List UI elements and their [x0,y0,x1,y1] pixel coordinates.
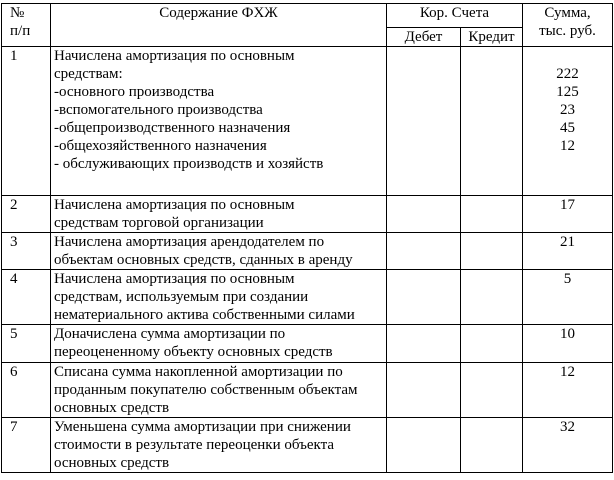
header-num-symbol: № [10,5,25,21]
row-content-line: -вспомогательного производства [54,102,263,118]
row-sum: 5 [523,270,613,325]
row-num: 4 [2,270,51,325]
row-credit [461,363,523,418]
row-credit [461,196,523,233]
row-sum-value: 125 [556,84,579,100]
row-content-line: Списана сумма накопленной амортизации по [54,364,343,380]
row-num: 7 [2,418,51,473]
row-debit [387,325,461,363]
row-sum-value: 222 [556,66,579,82]
row-content-line: основных средств [54,455,170,471]
row-sum: 10 [523,325,613,363]
table-row [2,325,613,363]
row-debit [387,418,461,473]
row-sum: 17 [523,196,613,233]
row-credit [461,418,523,473]
amortization-table [1,3,613,473]
row-content-line: средствам, используемым при создании [54,289,309,305]
row-sum: 32 [523,418,613,473]
row-content-line: -общепроизводственного назначения [54,120,291,136]
row-sum-value: 12 [560,138,576,154]
row-content-line: Доначислена сумма амортизации по [54,326,286,342]
table-row [2,196,613,233]
row-content [51,363,387,418]
row-content [51,196,387,233]
row-debit [387,363,461,418]
row-num: 1 [2,47,51,196]
row-content [51,233,387,270]
row-content-line: стоимости в результате переоценки объекта [54,437,335,453]
table-row [2,47,613,196]
row-content [51,325,387,363]
row-credit [461,233,523,270]
row-content-line: средствам торговой организации [54,215,264,231]
table-row [2,233,613,270]
row-content-line: Начислена амортизация по основным [54,271,295,287]
row-sum-value: 45 [560,120,576,136]
row-content-line: нематериального актива собственными силами [54,307,355,323]
row-content-line: объектам основных средств, сданных в аренду [54,252,353,268]
header-credit: Кредит [461,28,523,47]
header-sum-unit: тыс. руб. [539,23,596,39]
row-content [51,270,387,325]
header-accounts: Кор. Счета [387,4,523,28]
row-content-line: -основного производства [54,84,215,100]
row-debit [387,270,461,325]
row-debit [387,233,461,270]
row-content [51,47,387,196]
row-content-line: Начислена амортизация арендодателем по [54,234,325,250]
row-sum [523,47,613,196]
row-num: 2 [2,196,51,233]
row-content-line: средствам: [54,66,123,82]
header-content: Содержание ФХЖ [51,4,387,47]
row-sum-value: 23 [560,102,576,118]
header-sum [523,4,613,47]
row-debit [387,47,461,196]
header-row-1 [2,4,613,28]
row-content-line: Начислена амортизация по основным [54,197,295,213]
row-num: 3 [2,233,51,270]
row-credit [461,270,523,325]
header-debit: Дебет [387,28,461,47]
row-num: 5 [2,325,51,363]
row-content-line: Уменьшена сумма амортизации при снижении [54,419,351,435]
row-credit [461,325,523,363]
header-sum-label: Сумма, [544,5,591,21]
table-row [2,270,613,325]
row-content-line: проданным покупателю собственным объектам [54,382,358,398]
header-num [2,4,51,47]
table-row [2,418,613,473]
row-content [51,418,387,473]
table-row [2,363,613,418]
row-num: 6 [2,363,51,418]
row-content-line: - обслуживающих производств и хозяйств [54,156,324,172]
row-content-line: переоцененному объекту основных средств [54,344,333,360]
header-num-label: п/п [10,23,31,39]
row-content-line: Начислена амортизация по основным [54,48,295,64]
row-debit [387,196,461,233]
row-credit [461,47,523,196]
row-content-line: основных средств [54,400,170,416]
row-sum: 12 [523,363,613,418]
row-content-line: -общехозяйственного назначения [54,138,267,154]
row-sum: 21 [523,233,613,270]
